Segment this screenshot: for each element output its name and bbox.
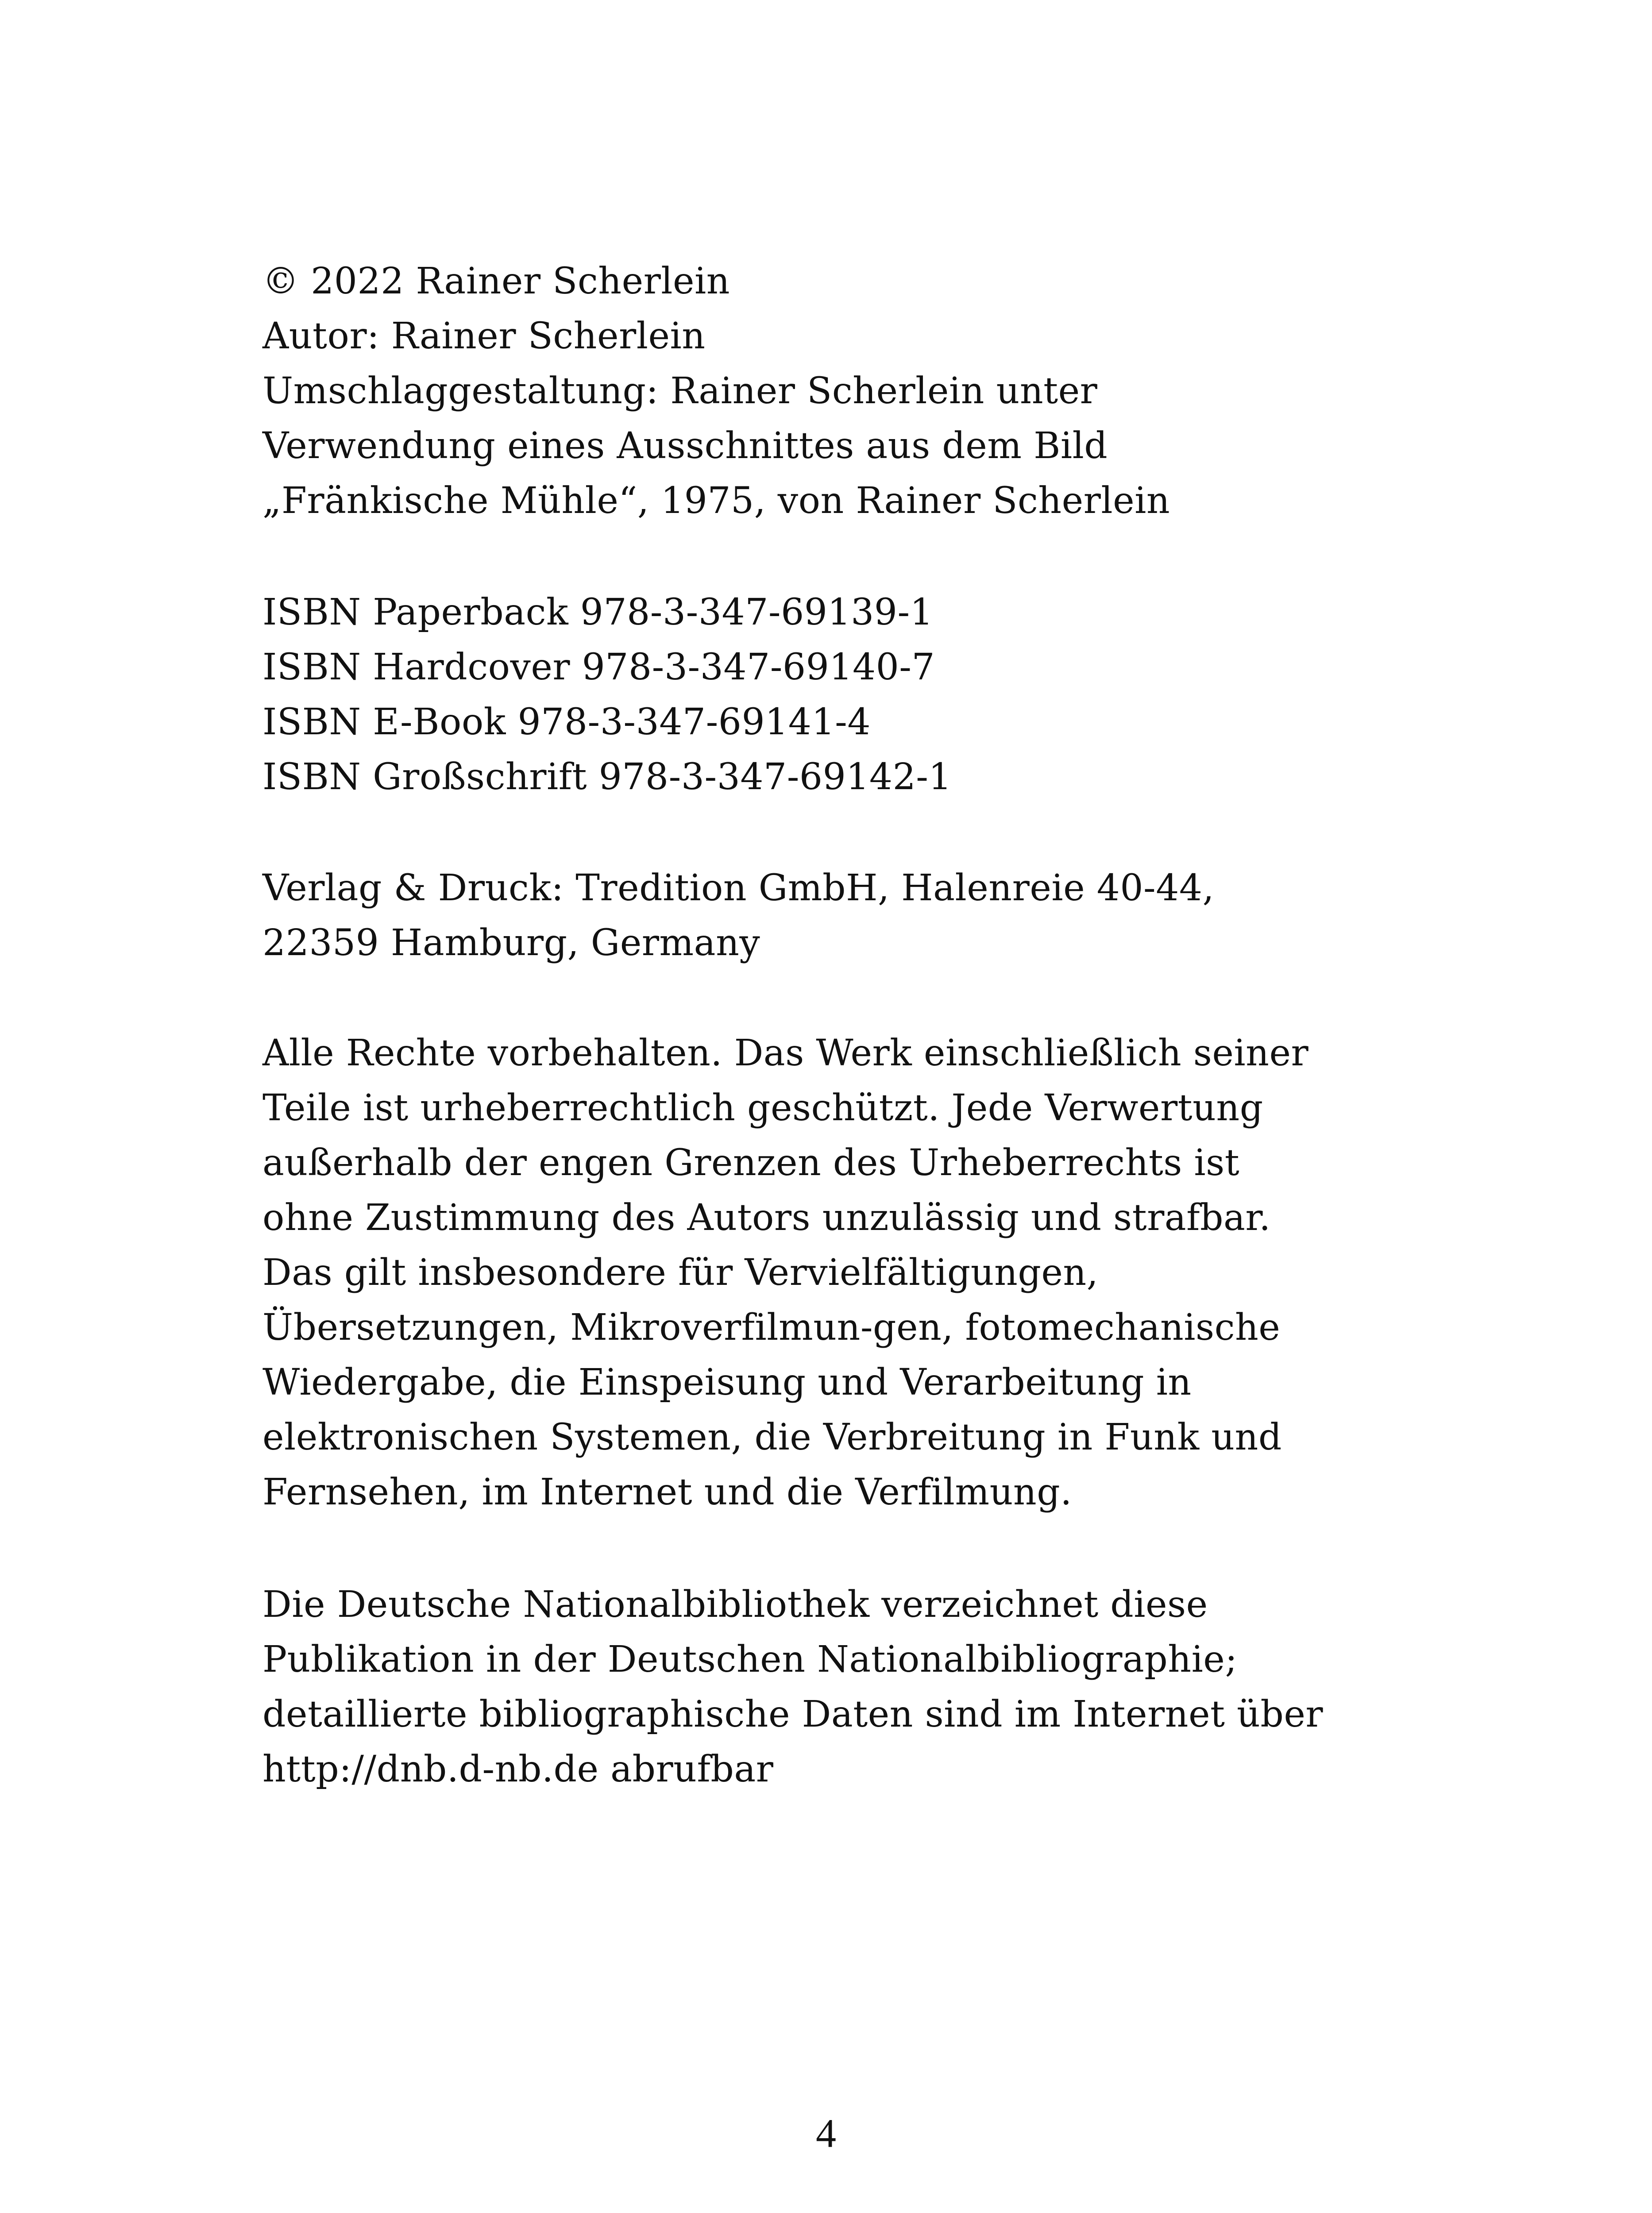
cover-design-line: Umschlaggestaltung: Rainer Scherlein unter: [262, 370, 1098, 412]
isbn-large-print: ISBN Großschrift 978-3-347-69142-1: [262, 756, 952, 798]
dnb-line: Publikation in der Deutschen Nationalbibliographie;: [262, 1639, 1238, 1681]
dnb-line: detaillierte bibliographische Daten sind im Internet über: [262, 1693, 1324, 1735]
isbn-block: [262, 585, 1413, 805]
isbn-hardcover: ISBN Hardcover 978-3-347-69140-7: [262, 646, 935, 688]
copyright-line: © 2022 Rainer Scherlein: [262, 260, 730, 302]
rights-line: Wiedergabe, die Einspeisung und Verarbeitung in: [262, 1361, 1192, 1403]
publisher-block: [262, 861, 1413, 971]
rights-line: Teile ist urheberrechtlich geschützt. Jede Verwertung: [262, 1087, 1263, 1129]
rights-line: Alle Rechte vorbehalten. Das Werk einschließlich seiner: [262, 1032, 1309, 1074]
dnb-link-line: http://dnb.d-nb.de abrufbar: [262, 1748, 774, 1790]
page-number: 4: [816, 2111, 836, 2156]
publisher-line: Verlag & Druck: Tredition GmbH, Halenreie 40-44,: [262, 867, 1215, 909]
dnb-notice: [262, 1577, 1413, 1797]
rights-notice: [262, 1026, 1413, 1520]
rights-line: Übersetzungen, Mikroverfilmun-gen, fotomechanische: [262, 1307, 1281, 1349]
isbn-ebook: ISBN E-Book 978-3-347-69141-4: [262, 701, 871, 743]
isbn-paperback: ISBN Paperback 978-3-347-69139-1: [262, 591, 934, 633]
copyright-block: [262, 254, 1413, 528]
publisher-address-line: 22359 Hamburg, Germany: [262, 922, 760, 964]
cover-design-line: „Fränkische Mühle“, 1975, von Rainer Scherlein: [262, 480, 1170, 522]
cover-design-line: Verwendung eines Ausschnittes aus dem Bild: [262, 425, 1108, 467]
rights-line: Das gilt insbesondere für Vervielfältigungen,: [262, 1252, 1099, 1294]
dnb-line: Die Deutsche Nationalbibliothek verzeichnet diese: [262, 1584, 1208, 1626]
rights-line: elektronischen Systemen, die Verbreitung in Funk und: [262, 1416, 1282, 1458]
author-line: Autor: Rainer Scherlein: [262, 315, 706, 357]
rights-line: ohne Zustimmung des Autors unzulässig und strafbar.: [262, 1197, 1271, 1239]
rights-line: Fernsehen, im Internet und die Verfilmung.: [262, 1471, 1072, 1513]
rights-line: außerhalb der engen Grenzen des Urheberrechts ist: [262, 1142, 1240, 1184]
